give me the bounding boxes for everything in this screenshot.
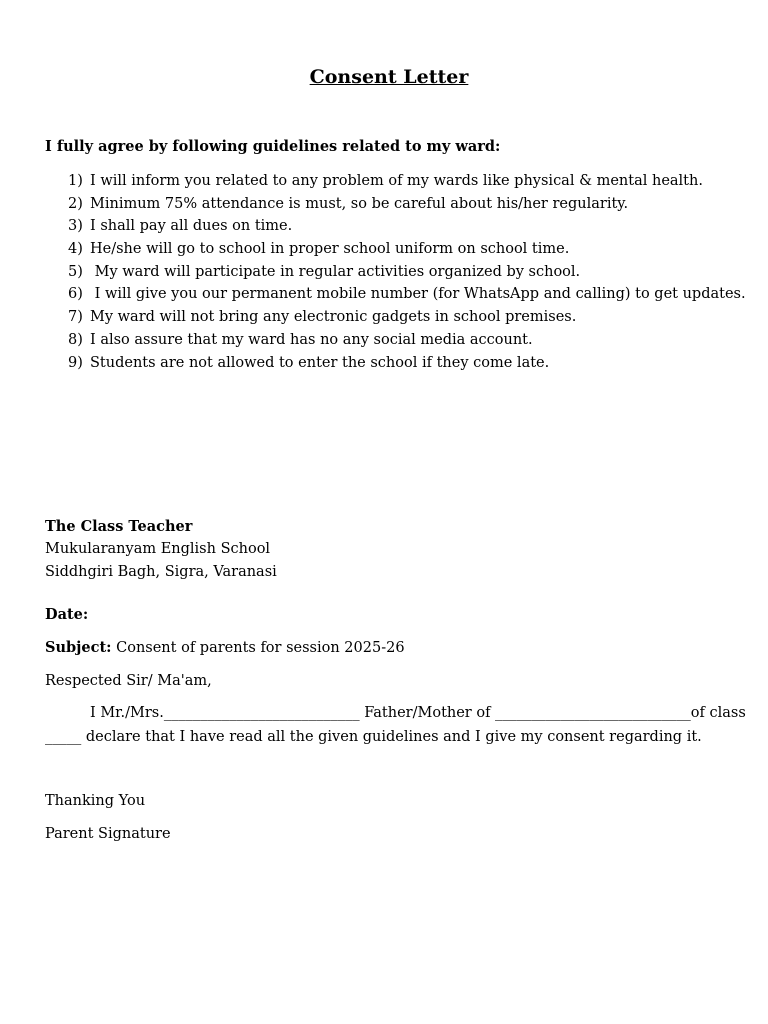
- list-item-text: He/she will go to school in proper school uniform on school time.: [90, 241, 570, 258]
- list-item-number: 5): [68, 263, 83, 280]
- list-item-text: My ward will not bring any electronic gadgets in school premises.: [90, 309, 577, 326]
- list-item-text: I also assure that my ward has no any social media account.: [90, 331, 533, 348]
- list-item-number: 2): [68, 195, 83, 212]
- subject-line: [45, 639, 405, 656]
- subject-label: Subject:: [45, 639, 112, 656]
- guidelines-intro: I fully agree by following guidelines related to my ward:: [45, 138, 501, 155]
- list-item: [68, 306, 746, 329]
- list-item-text: Minimum 75% attendance is must, so be careful about his/her regularity.: [90, 195, 629, 212]
- date-label: Date:: [45, 606, 89, 623]
- list-item-number: 6): [68, 286, 83, 303]
- list-item: [68, 352, 746, 375]
- closing: Thanking You: [45, 793, 146, 809]
- recipient-location: Siddhgiri Bagh, Sigra, Varanasi: [45, 564, 277, 580]
- list-item: [68, 261, 746, 284]
- list-item: [68, 170, 746, 193]
- list-item-number: 7): [68, 309, 83, 326]
- list-item-number: 4): [68, 241, 83, 258]
- list-item-number: 9): [68, 354, 83, 371]
- list-item-number: 1): [68, 173, 83, 189]
- list-item-number: 3): [68, 218, 83, 235]
- list-item: [68, 193, 746, 216]
- list-item: [68, 329, 746, 352]
- list-item: [68, 283, 746, 306]
- declaration-line-1: I Mr./Mrs.___________________________ Father/Mother of ___________________________of class: [90, 705, 746, 721]
- subject-text: Consent of parents for session 2025-26: [111, 640, 405, 656]
- recipient-address: [45, 515, 277, 584]
- salutation: Respected Sir/ Ma'am,: [45, 673, 212, 689]
- signature-label: Parent Signature: [45, 826, 171, 842]
- declaration-line-2: _____ declare that I have read all the given guidelines and I give my consent regarding it.: [45, 729, 702, 745]
- list-item-text: I will give you our permanent mobile number (for WhatsApp and calling) to get updates.: [90, 286, 746, 303]
- recipient-title: The Class Teacher: [45, 518, 193, 535]
- list-item-text: I shall pay all dues on time.: [90, 218, 293, 235]
- list-item: [68, 215, 746, 238]
- guidelines-list: [68, 170, 746, 374]
- list-item: [68, 238, 746, 261]
- page-title: Consent Letter: [309, 66, 469, 88]
- recipient-school: Mukularanyam English School: [45, 541, 271, 557]
- list-item-text: I will inform you related to any problem of my wards like physical & mental health.: [90, 173, 703, 189]
- list-item-text: Students are not allowed to enter the school if they come late.: [90, 354, 550, 371]
- list-item-text: My ward will participate in regular activities organized by school.: [90, 263, 581, 280]
- list-item-number: 8): [68, 331, 83, 348]
